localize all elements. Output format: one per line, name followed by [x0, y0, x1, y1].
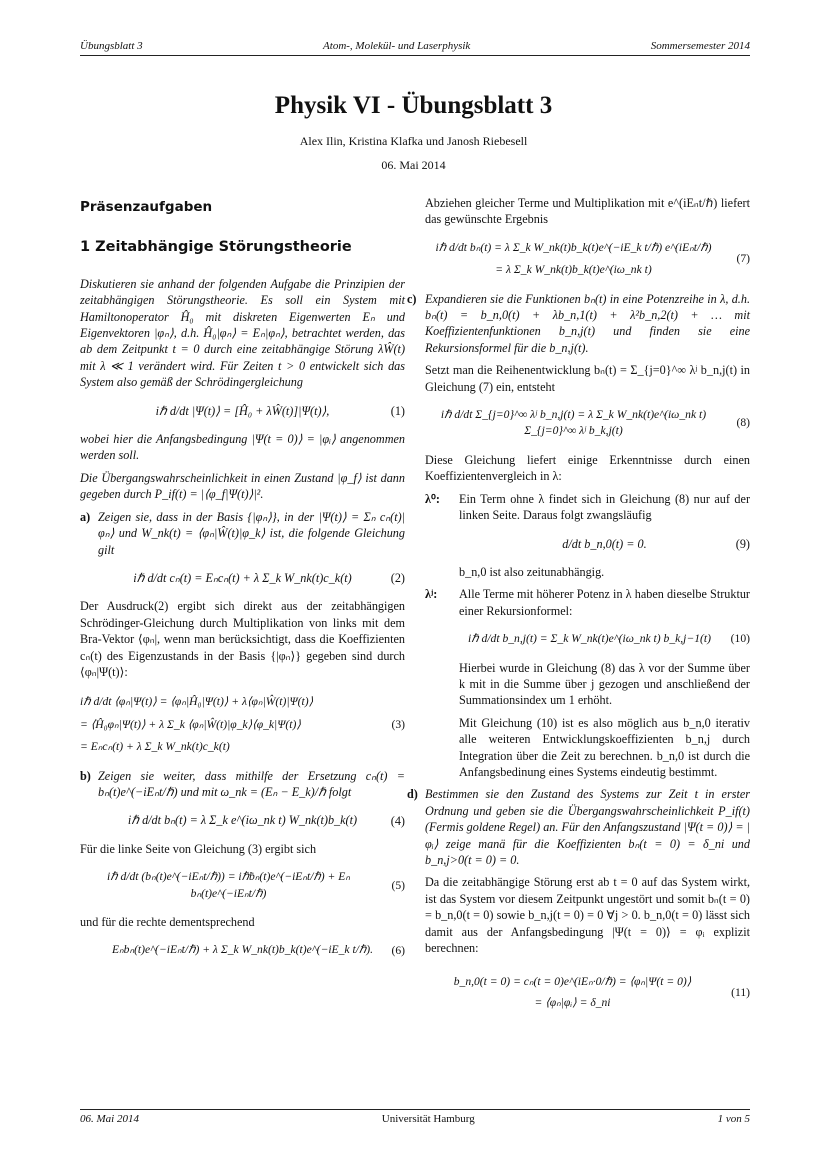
equation-4-number: (4) — [390, 813, 405, 828]
header-center: Atom-, Molekül- und Laserphysik — [323, 40, 471, 52]
task-d — [407, 786, 750, 956]
equation-5 — [80, 869, 405, 902]
header-right: Sommersemester 2014 — [650, 40, 750, 52]
equation-2 — [80, 570, 405, 586]
order-lambda-j-text: Alle Terme mit höherer Potenz in λ haben dieselbe Struktur einer Rekursionformel: — [459, 587, 750, 618]
document-date: 06. Mai 2014 — [381, 158, 446, 172]
right-side-text: und für die rechte dementsprechend — [80, 915, 255, 929]
task-b — [80, 768, 405, 801]
equation-7-line-1: iℏ d/dt bₙ(t) = λ Σ_k W_nk(t)b_k(t)e^(−iE_k t/ℏ) e^(iEₙt/ℏ) — [435, 240, 712, 254]
equation-11-line-1: b_n,0(t = 0) = cₙ(t = 0)e^(iEₙ·0/ℏ) = ⟨φₙ|Ψ(t = 0)⟩ — [453, 975, 692, 989]
equation-1-number: (1) — [390, 403, 405, 418]
equation-3-line-3: = Eₙcₙ(t) + λ Σ_k W_nk(t)c_k(t) — [80, 740, 230, 754]
order-lambda-j — [425, 586, 750, 780]
right-column — [407, 195, 750, 1023]
footer-left: 06. Mai 2014 — [80, 1113, 139, 1125]
equation-6 — [80, 942, 405, 958]
task-a-text: Zeigen sie, dass in der Basis {|φₙ⟩}, in der |Ψ(t)⟩ = Σₙ cₙ(t)|φₙ⟩ und W_nk(t) = ⟨φₙ|Ŵ(t)|φ_k⟩ ist, die folgende Gleichung gilt — [98, 509, 405, 557]
equation-10-number: (10) — [730, 632, 750, 646]
task-b-label: b) — [80, 768, 91, 783]
authors: Alex Ilin, Kristina Klafka und Janosh Riebesell — [299, 134, 528, 148]
recursion-explanation-1: Hierbei wurde in Gleichung (8) das λ vor der Summe über k mit in die Summe über j gezogen und anschließend der Summationsindex um 1 erhöht. — [459, 660, 750, 708]
equation-2-body: iℏ d/dt cₙ(t) = Eₙcₙ(t) + λ Σ_k W_nk(t)c_k(t) — [133, 570, 352, 585]
equation-11-line-2: = ⟨φₙ|φᵢ⟩ = δ_ni — [534, 995, 611, 1009]
heading-section: 1 Zeitabhängige Störungstheorie — [80, 239, 352, 256]
equation-10 — [459, 631, 750, 647]
equation-6-number: (6) — [391, 943, 405, 957]
equation-9 — [459, 536, 750, 552]
initial-condition-text: wobei hier die Anfangsbedingung |Ψ(t = 0)⟩ = |φᵢ⟩ angenommen werden soll. — [80, 432, 405, 463]
equation-1 — [80, 403, 405, 419]
equation-5-number: (5) — [391, 878, 405, 892]
equation-7-line-2: = λ Σ_k W_nk(t)b_k(t)e^(iω_nk t) — [495, 263, 652, 277]
footer-right: 1 von 5 — [717, 1113, 750, 1125]
left-column — [80, 195, 405, 971]
task-c — [407, 291, 750, 357]
equation-4-body: iℏ d/dt bₙ(t) = λ Σ_k e^(iω_nk t) W_nk(t)b_k(t) — [127, 813, 358, 828]
order-lambda-0-label: λ⁰: — [425, 491, 440, 506]
equation-3-line-2: = ⟨Ĥ₀φₙ|Ψ(t)⟩ + λ Σ_k ⟨φₙ|Ŵ(t)|φ_k⟩⟨φ_k|Ψ(t)⟩ — [80, 717, 301, 731]
intro-text: Diskutieren sie anhand der folgenden Aufgabe die Prinzipien der zeitabhängigen Störungstheorie. Es soll ein System mit Hamiltonoperator Ĥ₀ mit diskreten Eigenwerten Eₙ und Eigenvektoren |φₙ⟩, d.h. Ĥ₀|φₙ⟩ = Eₙ|φₙ⟩, betrachtet werden, das ab dem Zeitpunkt t = 0 durch eine zeitabhängige Störung λŴ(t) mit λ ≪ 1 verändert wird. Für Zeiten t > 0 entwickelt sich das System also gemäß der Schrödingergleichung — [80, 276, 405, 390]
order-lambda-j-label: λʲ: — [425, 587, 438, 602]
task-a — [80, 509, 405, 558]
task-a-label: a) — [80, 509, 91, 524]
equation-7 — [425, 240, 750, 279]
header-left: Übungsblatt 3 — [80, 40, 143, 52]
equation-7-number: (7) — [736, 252, 750, 266]
equation-8-body: iℏ d/dt Σ_{j=0}^∞ λʲ b_n,j(t) = λ Σ_k W_nk(t)e^(iω_nk t) Σ_{j=0}^∞ λʲ b_k,j(t) — [440, 408, 707, 438]
equation-3-number: (3) — [391, 717, 405, 731]
task-d-label: d) — [407, 787, 418, 802]
equation-6-body: Eₙbₙ(t)e^(−iEₙt/ℏ) + λ Σ_k W_nk(t)b_k(t)e^(−iE_k t/ℏ). — [111, 943, 374, 957]
equation-9-number: (9) — [735, 536, 750, 551]
equation-11 — [425, 974, 750, 1011]
equation-10-body: iℏ d/dt b_n,j(t) = Σ_k W_nk(t)e^(iω_nk t) b_k,j−1(t) — [468, 632, 711, 646]
left-side-text: Für die linke Seite von Gleichung (3) ergibt sich — [80, 841, 317, 856]
task-d-solution: Da die zeitabhängige Störung erst ab t = 0 auf das System wirkt, ist das System vor diesem Zeitpunkt ungestört und somit bₙ(t = 0) = b_n,0(t = 0) sowie b_n,j(t = 0) = 0 ∀j > 0. b_n,0(t = 0) lässt sich damit aus der Anfangsbedingung |Ψ(t = 0)⟩ = φᵢ explizit berechnen: — [425, 875, 750, 956]
equation-3 — [80, 694, 405, 755]
task-c-text: Expandieren sie die Funktionen bₙ(t) in eine Potenzreihe in λ, d.h. bₙ(t) = b_n,0(t) + λb_n,1(t) + λ²b_n,2(t) + … mit Koeffizientenfunktionen b_n,j(t) und finden sie eine Rekursionsformel für die b_n,j(t). — [425, 291, 750, 355]
equation-5-body: iℏ d/dt (bₙ(t)e^(−iEₙt/ℏ)) = iℏḃₙ(t)e^(−iEₙt/ℏ) + Eₙ bₙ(t)e^(−iEₙt/ℏ) — [107, 870, 350, 900]
equation-4 — [80, 812, 405, 828]
order-lambda-0-text: Ein Term ohne λ findet sich in Gleichung (8) nur auf der linken Seite. Daraus folgt zwangsläufig — [459, 491, 750, 523]
equation-2-number: (2) — [390, 570, 405, 585]
heading-presence: Präsenzaufgaben — [80, 199, 213, 215]
task-a-solution: Der Ausdruck(2) ergibt sich direkt aus der zeitabhängigen Schrödinger-Gleichung durch Multiplikation von links mit dem Bra-Vektor ⟨φₙ|, wenn man berücksichtigt, dass die Koeffizienten cₙ(t) des Eigenzustands in der Basis {|φₙ⟩} gegeben sind durch ⟨φₙ|Ψ(t)⟩: — [80, 599, 405, 679]
recursion-explanation-2: Mit Gleichung (10) ist es also möglich aus b_n,0 iterativ alle weiteren Entwicklungskoeffizienten b_n,j durch Integration über die Zeit zu berechnen. b_n,0 ist durch die Anfangsbedinung eines Systems eindeutig bestimmt. — [459, 715, 750, 779]
equation-9-body: d/dt b_n,0(t) = 0. — [562, 536, 647, 551]
equation-1-body: iℏ d/dt |Ψ(t)⟩ = [Ĥ₀ + λŴ(t)]|Ψ(t)⟩, — [155, 403, 330, 418]
document-title: Physik VI - Übungsblatt 3 — [274, 92, 553, 119]
task-b-text: Zeigen sie weiter, dass mithilfe der Ersetzung cₙ(t) = bₙ(t)e^(−iEₙt/ℏ) und mit ω_nk = (Eₙ − E_k)/ℏ folgt — [98, 768, 405, 799]
equation-8 — [425, 407, 750, 440]
task-c-solution: Setzt man die Reihenentwicklung bₙ(t) = Σ_{j=0}^∞ λʲ b_n,j(t) in Gleichung (7) ein, entsteht — [425, 363, 750, 394]
order-lambda-0 — [425, 491, 750, 581]
transition-text: Die Übergangswahrscheinlichkeit in einen Zustand |φ_f⟩ ist dann gegeben durch P_if(t) = |⟨φ_f|Ψ(t)⟩|². — [80, 470, 405, 502]
page-header — [80, 40, 750, 56]
equation-3-line-1: iℏ d/dt ⟨φₙ|Ψ(t)⟩ = ⟨φₙ|Ĥ₀|Ψ(t)⟩ + λ⟨φₙ|Ŵ(t)|Ψ(t)⟩ — [80, 695, 314, 709]
footer-center: Universität Hamburg — [381, 1113, 475, 1125]
result-intro-text: Abziehen gleicher Terme und Multiplikation mit e^(iEₙt/ℏ) liefert das gewünschte Ergebnis — [425, 196, 750, 227]
time-independent-text: b_n,0 ist also zeitunabhängig. — [459, 564, 605, 579]
task-d-text: Bestimmen sie den Zustand des Systems zur Zeit t in erster Ordnung und geben sie die Übergangswahrscheinlichkeit P_if(t) (Fermis goldene Regel) an. Für den Anfangszustand |Ψ(t = 0)⟩ = |φᵢ⟩ zeige manä für die Koeffizienten bₙ(t = 0) = δ_ni und b_n,j>0(t = 0) = 0. — [425, 787, 750, 867]
page-footer — [80, 1109, 750, 1125]
task-c-label: c) — [407, 291, 417, 306]
equation-8-number: (8) — [736, 416, 750, 430]
equation-11-number: (11) — [731, 985, 750, 999]
coefficient-comparison-text: Diese Gleichung liefert einige Erkenntnisse durch einen Koeffizientenvergleich in λ: — [425, 452, 750, 484]
